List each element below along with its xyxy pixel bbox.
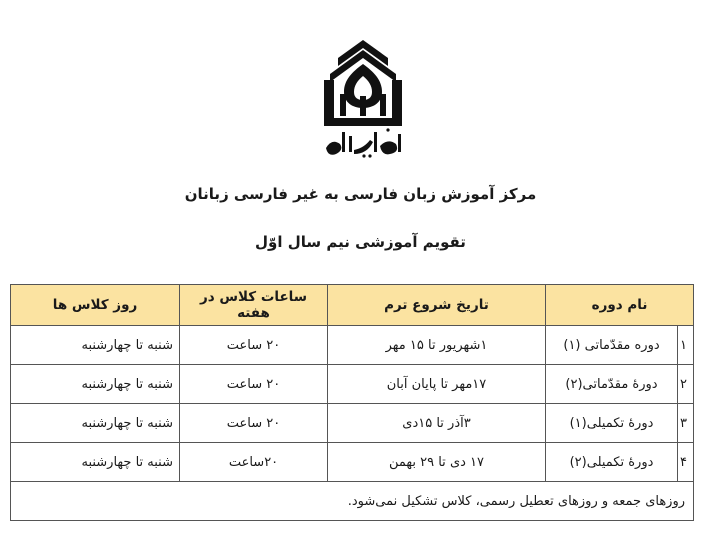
col-header-course: نام دوره <box>546 285 694 326</box>
center-title: مرکز آموزش زبان فارسی به غیر فارسی زبانان <box>184 185 537 203</box>
start-date: ۳آذر تا ۱۵دی <box>328 404 546 443</box>
start-date: ۱شهریور تا ۱۵ مهر <box>328 326 546 365</box>
row-number: ۲ <box>678 365 694 404</box>
row-number: ۳ <box>678 404 694 443</box>
table-row <box>11 365 694 404</box>
course-name: دورۀ تکمیلی(۲) <box>546 443 678 482</box>
row-number: ۴ <box>678 443 694 482</box>
course-name: دورۀ مقدّماتی(۲) <box>546 365 678 404</box>
weekly-hours: ۲۰ ساعت <box>180 404 328 443</box>
col-header-weekly-hours: ساعات کلاس در هفته <box>180 285 328 326</box>
start-date: ۱۷مهر تا پایان آبان <box>328 365 546 404</box>
calendar-subtitle: تقویم آموزشی نیم سال اوّل <box>255 233 466 251</box>
holiday-note: روزهای جمعه و روزهای تعطیل رسمی، کلاس تشکیل نمی‌شود. <box>11 482 694 521</box>
course-name: دوره مقدّماتی (۱) <box>546 326 678 365</box>
weekly-hours: ۲۰ساعت <box>180 443 328 482</box>
weekly-hours: ۲۰ ساعت <box>180 326 328 365</box>
col-header-class-days: روز کلاس ها <box>11 285 180 326</box>
table-header-row <box>11 285 694 326</box>
class-days: شنبه تا چهارشنبه <box>11 404 180 443</box>
col-header-start-date: تاریخ شروع ترم <box>328 285 546 326</box>
academic-calendar-table <box>10 284 694 521</box>
course-name: دورۀ تکمیلی(۱) <box>546 404 678 443</box>
class-days: شنبه تا چهارشنبه <box>11 326 180 365</box>
table-row <box>11 404 694 443</box>
table-row <box>11 326 694 365</box>
table-row <box>11 443 694 482</box>
row-number: ۱ <box>678 326 694 365</box>
start-date: ۱۷ دی تا ۲۹ بهمن <box>328 443 546 482</box>
class-days: شنبه تا چهارشنبه <box>11 365 180 404</box>
class-days: شنبه تا چهارشنبه <box>11 443 180 482</box>
note-row <box>11 482 694 521</box>
weekly-hours: ۲۰ ساعت <box>180 365 328 404</box>
university-logo <box>318 36 408 164</box>
